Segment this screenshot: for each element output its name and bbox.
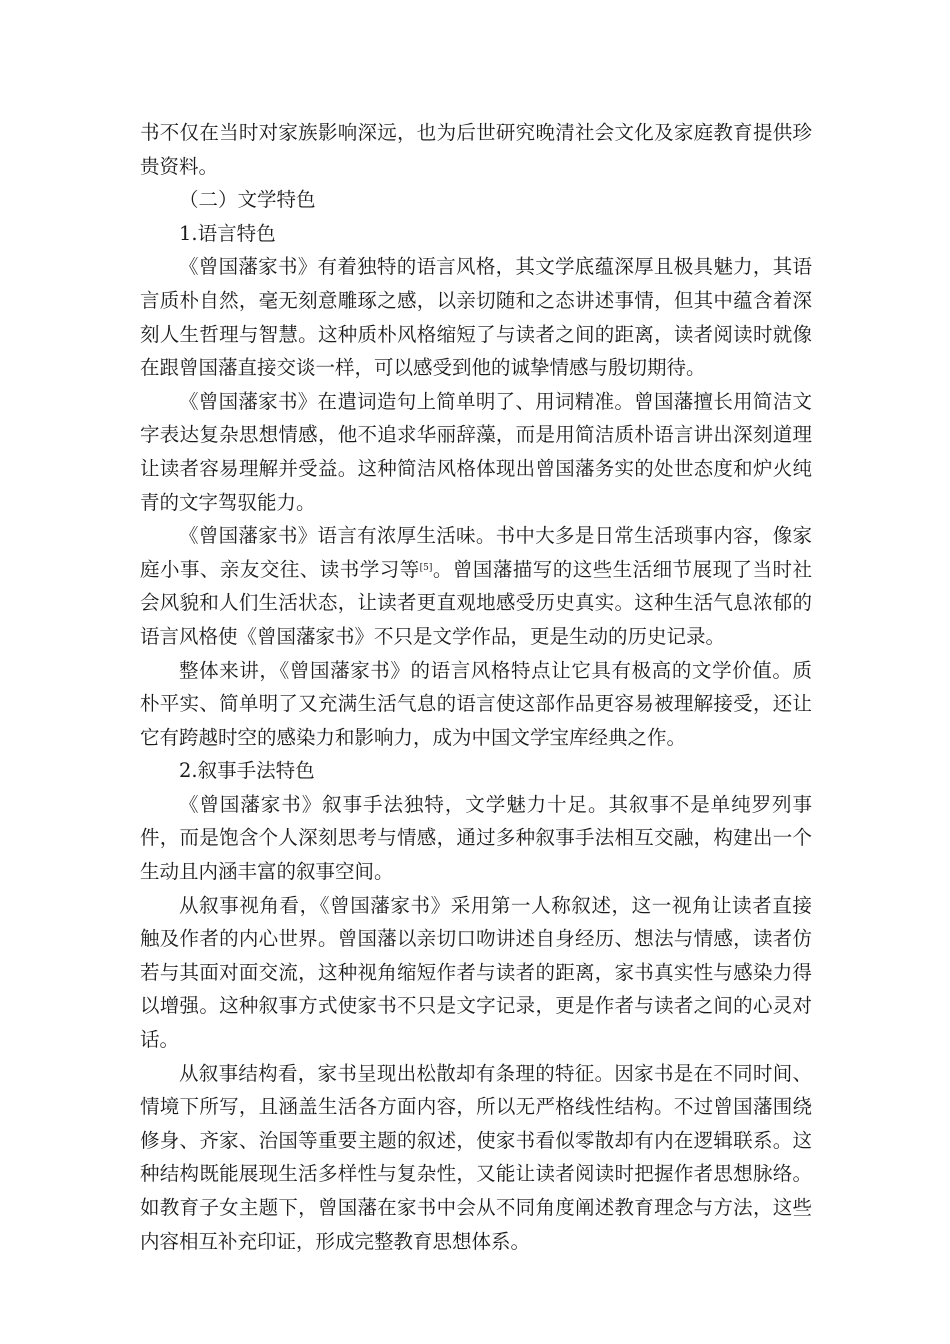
paragraph-language-style: 《曾国藩家书》有着独特的语言风格，其文学底蕴深厚且极具魅力，其语言质朴自然，毫无刻意雕琢之感，以亲切随和之态讲述事情，但其中蕴含着深刻人生哲理与智慧。这种质朴风格缩短了与读者之间的距离，读者阅读时就像在跟曾国藩直接交谈一样，可以感受到他的诚挚情感与殷切期待。 [140,255,812,380]
paragraph-life-flavor [140,519,812,653]
document-body [140,116,812,1258]
citation-reference: [5] [419,562,433,573]
paragraph-life-flavor-text: 《曾国藩家书》语言有浓厚生活味。书中大多是日常生活琐事内容，像家庭小事、亲友交往、读书学习等 [140,524,812,581]
paragraph-narrative-intro: 《曾国藩家书》叙事手法独特，文学魅力十足。其叙事不是单纯罗列事件，而是饱含个人深刻思考与情感，通过多种叙事手法相互交融，构建出一个生动且内涵丰富的叙事空间。 [140,792,812,884]
subsection-heading-narrative: 2.叙事手法特色 [179,759,315,783]
paragraph-word-choice: 《曾国藩家书》在遣词造句上简单明了、用词精准。曾国藩擅长用简洁文字表达复杂思想情感，他不追求华丽辞藻，而是用简洁质朴语言讲出深刻道理让读者容易理解并受益。这种简洁风格体现出曾国藩务实的处世态度和炉火纯青的文字驾驭能力。 [140,389,812,514]
section-heading-literary-features: （二）文学特色 [179,188,316,212]
paragraph-narrative-perspective: 从叙事视角看，《曾国藩家书》采用第一人称叙述，这一视角让读者直接触及作者的内心世界。曾国藩以亲切口吻讲述自身经历、想法与情感，读者仿若与其面对面交流，这种视角缩短作者与读者的距离，家书真实性与感染力得以增强。这种叙事方式使家书不只是文字记录，更是作者与读者之间的心灵对话。 [140,893,812,1052]
paragraph-continuation: 书不仅在当时对家族影响深远，也为后世研究晚清社会文化及家庭教育提供珍贵资料。 [140,121,812,178]
paragraph-overall-value: 整体来讲，《曾国藩家书》的语言风格特点让它具有极高的文学价值。质朴平实、简单明了又充满生活气息的语言使这部作品更容易被理解接受，还让它有跨越时空的感染力和影响力，成为中国文学宝库经典之作。 [140,658,812,749]
subsection-heading-language: 1.语言特色 [179,221,276,245]
paragraph-life-flavor-text-cont: 。曾国藩描写的这些生活细节展现了当时社会风貌和人们生活状态，让读者更直观地感受历史真实。这种生活气息浓郁的语言风格使《曾国藩家书》不只是文学作品，更是生动的历史记录。 [140,557,812,648]
paragraph-narrative-structure: 从叙事结构看，家书呈现出松散却有条理的特征。因家书是在不同时间、情境下所写，且涵盖生活各方面内容，所以无严格线性结构。不过曾国藩围绕修身、齐家、治国等重要主题的叙述，使家书看似零散却有内在逻辑联系。这种结构既能展现生活多样性与复杂性，又能让读者阅读时把握作者思想脉络。如教育子女主题下，曾国藩在家书中会从不同角度阐述教育理念与方法，这些内容相互补充印证，形成完整教育思想体系。 [140,1061,812,1253]
